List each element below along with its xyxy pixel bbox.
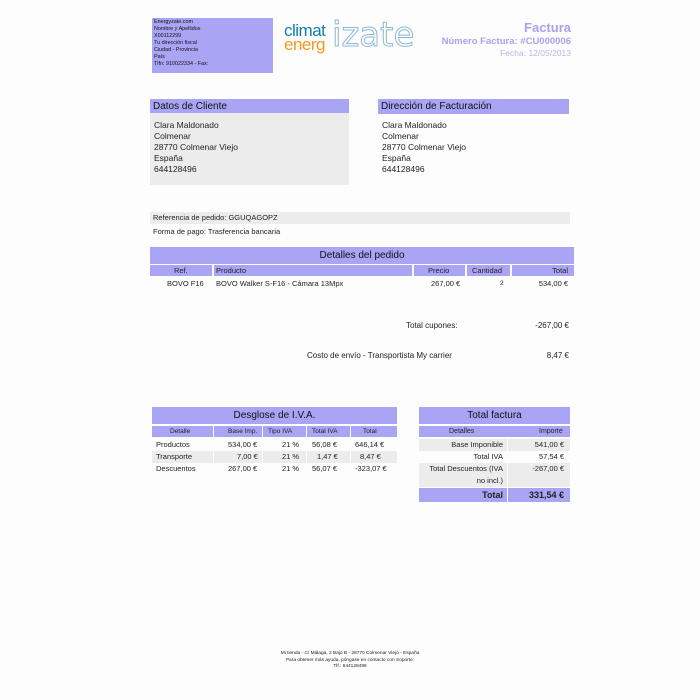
vat-total: 646,14 € [355, 440, 385, 449]
col-qty: Cantidad [472, 266, 503, 275]
shipping-label: Costo de envío - Transportista My carrier [307, 351, 452, 360]
vat-total-iva: 1,47 € [317, 452, 338, 461]
vat-total-iva: 56,08 € [312, 440, 338, 449]
payment-method: Forma de pago: Trasferencia bancaria [153, 227, 281, 236]
vat-base: 534,00 € [228, 440, 258, 449]
vat-total: -323,07 € [355, 464, 387, 473]
vat-detail: Descuentos [156, 464, 196, 473]
footer [0, 651, 700, 671]
row-qty: 2 [500, 280, 504, 287]
sender-line: X00112299 [154, 33, 182, 39]
col-price: Precio [428, 266, 450, 275]
footer-line: Mi tienda - C/ Málaga, 2 Bajo B - 28770 Colmenar Viejo - España [280, 651, 420, 656]
billing-line: 644128496 [382, 164, 425, 174]
vat-col-total-iva: Total IVA [312, 428, 338, 435]
vat-title: Desglose de I.V.A. [152, 407, 397, 424]
logo-text-energ: energ [284, 35, 325, 54]
sender-line: Tlfn: 910022334 - Fax: [154, 61, 209, 67]
vat-col-detail: Detalle [170, 428, 191, 435]
base-label: Base Imponible [451, 440, 503, 449]
billing-heading: Dirección de Facturación [378, 99, 569, 114]
row-price: 267,00 € [431, 279, 461, 288]
vat-detail: Transporte [156, 452, 192, 461]
table-row [152, 463, 397, 475]
table-row [152, 451, 397, 463]
sender-info-box [152, 18, 273, 73]
vat-table-header [152, 426, 397, 437]
sender-line: Tu dirección fiscal [154, 40, 197, 46]
sender-line: Nombre y Apellidos [154, 26, 201, 32]
shipping-value: 8,47 € [546, 351, 569, 360]
logo-text-izate: izate [332, 15, 415, 55]
coupons-label: Total cupones: [406, 321, 458, 330]
row-ref: BOVO F16 [167, 279, 204, 288]
vat-type: 21 % [282, 440, 300, 449]
table-row [152, 439, 397, 451]
totals-col-amount: Importe [539, 428, 563, 435]
grand-total-value: 331,54 € [528, 490, 564, 500]
billing-address [382, 120, 466, 175]
totals-title: Total factura [419, 407, 570, 424]
client-line: España [154, 153, 183, 163]
invoice-title: Factura [524, 20, 571, 35]
row-total: 534,00 € [538, 279, 568, 288]
vat-base: 267,00 € [228, 464, 258, 473]
iva-value: 57,54 € [538, 452, 564, 461]
totals-row [419, 463, 570, 487]
order-reference: Referencia de pedido: GGUQAGOPZ [150, 212, 570, 224]
vat-col-total: Total [363, 428, 377, 435]
client-box [150, 113, 349, 185]
base-value: 541,00 € [534, 440, 564, 449]
totals-col-detail: Detalles [449, 428, 475, 435]
vat-type: 21 % [282, 452, 300, 461]
vat-total-iva: 56,07 € [312, 464, 338, 473]
iva-label: Total IVA [473, 452, 503, 461]
footer-line: Tlf.: 644128496 [333, 664, 367, 669]
col-total: Total [552, 266, 568, 275]
table-row [150, 278, 574, 290]
vat-col-base: Base Imp. [228, 428, 258, 435]
discount-label-1: Total Descuentos (IVA [429, 464, 503, 473]
grand-total-row [419, 488, 570, 502]
logo-text-climat: climat [284, 21, 326, 40]
client-line: Colmenar [154, 131, 191, 141]
totals-row [419, 451, 570, 463]
col-ref: Ref. [174, 266, 188, 275]
billing-line: 28770 Colmenar Viejo [382, 142, 466, 152]
client-line: Clara Maldonado [154, 120, 219, 130]
totals-header [419, 426, 570, 437]
vat-col-type: Tipo IVA [268, 428, 293, 435]
invoice-number: Número Factura: #CU000006 [441, 36, 571, 47]
billing-line: Clara Maldonado [382, 120, 447, 130]
client-heading: Datos de Cliente [150, 99, 349, 114]
billing-line: Colmenar [382, 131, 419, 141]
discount-value: -267,00 € [532, 464, 564, 473]
row-product: BOVO Walker S-F16 - Cámara 13Mpx [216, 279, 344, 288]
client-line: 644128496 [154, 164, 197, 174]
col-product: Producto [216, 266, 247, 275]
order-details-title: Detalles del pedido [150, 247, 574, 264]
client-line: 28770 Colmenar Viejo [154, 142, 238, 152]
sender-line: Energyzate.com [154, 19, 193, 25]
grand-total-label: Total [482, 490, 503, 500]
totals-row [419, 439, 570, 451]
sender-line: País [154, 54, 165, 60]
vat-detail: Productos [156, 440, 190, 449]
billing-line: España [382, 153, 411, 163]
coupons-value: -267,00 € [535, 321, 569, 330]
footer-line: Para obtener más ayuda, póngase en contacto con Soporte: [285, 657, 415, 663]
invoice-date: Fecha: 12/05/2013 [500, 48, 571, 58]
sender-line: Ciudad - Provincia [154, 47, 199, 53]
discount-label-2: no incl.) [476, 476, 503, 485]
vat-base: 7,00 € [237, 452, 258, 461]
vat-total: 8,47 € [360, 452, 381, 461]
vat-type: 21 % [282, 464, 300, 473]
